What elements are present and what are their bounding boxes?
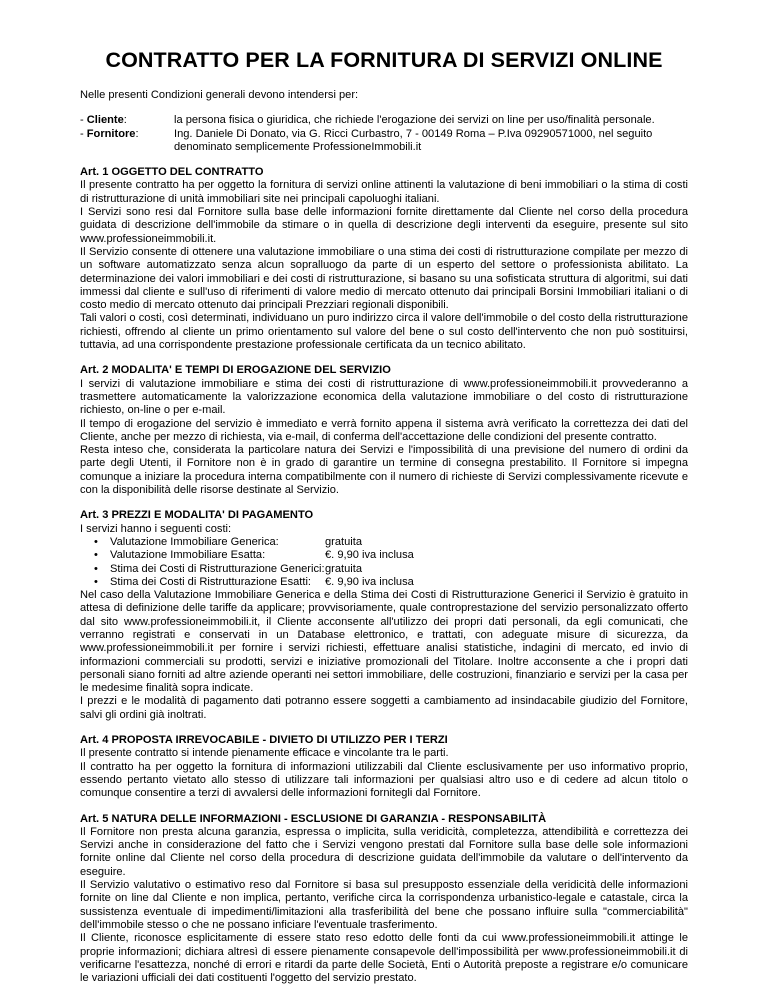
article-paragraph: I prezzi e le modalità di pagamento dati potranno essere soggetti a cambiamento ad insindacabile giudizio del Fornitore, salvi gli ordini già inoltrati. — [80, 695, 688, 721]
document-title: CONTRATTO PER LA FORNITURA DI SERVIZI ONLINE — [105, 48, 663, 72]
list-item — [80, 536, 688, 549]
article-paragraph: Il Servizio valutativo o estimativo reso dal Fornitore si basa sul presupposto essenziale della veridicità delle informazioni fornite on line dal Cliente e non implica, pertanto, verifiche circa la corrispondenza urbanistico-legale e catastale, circa la sussistenza eventuale di impedimenti/limitazioni alla trasferibilità del bene che possano influire sulla "commerciabilità" dell'immobile stesso o che ne possano inficiare l'eventuale trasferimento. — [80, 879, 688, 931]
cost-price: gratuita — [325, 535, 363, 548]
article-heading: Art. 1 OGGETTO DEL CONTRATTO — [80, 166, 264, 179]
bullet-icon: • — [94, 562, 98, 575]
article-4 — [80, 734, 688, 800]
party-text-cliente: la persona fisica o giuridica, che richiede l'erogazione dei servizi on line per uso/finalità personale. — [174, 114, 655, 127]
cost-name: Valutazione Immobiliare Generica: — [110, 535, 279, 548]
article-paragraph: Tali valori o costi, così determinati, individuano un puro indirizzo circa il valore dell'immobile o del costo della ristrutturazione richiesti, offrendo al cliente un primo orientamento sul valore del bene o sul costo dell'intervento che non può sostituirsi, tuttavia, ad una corrispondente prestazione professionale certificata da un tecnico abilitato. — [80, 312, 688, 352]
article-paragraph: I servizi di valutazione immobiliare e stima dei costi di ristrutturazione di www.professioneimmobili.it provvederanno a trasmettere automaticamente la valorizzazione economica della valutazione immobiliare o del costo di ristrutturazione richiesto, on-line o per e-mail. — [80, 377, 688, 417]
cost-price: gratuita — [325, 562, 363, 575]
party-label-cliente: - Cliente: — [80, 114, 127, 127]
party-label-fornitore: - Fornitore: — [80, 127, 139, 140]
document-page — [80, 48, 688, 997]
article-paragraph: Il Cliente, riconosce esplicitamente di essere stato reso edotto delle fonti da cui www.professioneimmobili.it attinge le proprie informazioni; dichiara altresì di essere pienamente consapevole dell'impossibilità per www.professioneimmobili.it di verificarne l'esattezza, nonché di errori e ritardi da parte delle Società, Enti o Autorità preposte a registrare e/o comunicare le variazioni ufficiali dei dati costituenti l'oggetto del servizio prestato. — [80, 932, 688, 985]
list-item — [80, 576, 688, 589]
article-paragraph: Nel caso della Valutazione Immobiliare Generica e della Stima dei Costi di Ristrutturazione Generici il Servizio è gratuito in attesa di definizione delle tariffe da applicare; provvisoriamente, quale controprestazione del servizio personalizzato offerto dal sito www.professioneimmobili.it, il Cliente acconsente all'utilizzo dei propri dati personali, da egli comunicati, che verranno registrati e conservati in un Database elettronico, e trattati, con adeguate misure di sicurezza, da www.professioneimmobili.it per fornire i servizi richiesti, effettuare analisi statistiche, indagini di mercato, ed invio di informazioni commerciali su prodotti, servizi e iniziative promozionali del Titolare. Inoltre acconsente a che i propri dati personali siano forniti ad altre aziende operanti nei settori immobiliare, delle costruzioni, finanziario e servizi per la casa per le medesime finalità sopra indicate. — [80, 589, 688, 695]
article-paragraph: Il presente contratto ha per oggetto la fornitura di servizi online attinenti la valutazione di beni immobiliari o la stima di costi di ristrutturazione di unità immobiliari site nei principali capoluoghi italiani. — [80, 179, 688, 205]
list-item — [80, 563, 688, 576]
article-3 — [80, 509, 688, 722]
article-paragraph: Resta inteso che, considerata la particolare natura dei Servizi e l'impossibilità di una previsione del numero di ordini da parte degli Utenti, il Fornitore non è in grado di garantire un termine di consegna prestabilito. Il Fornitore si impegna comunque a iniziare la procedura interna compatibilmente con il numero di richieste di Servizi complessivamente ricevute e con la disponibilità delle risorse destinate al Servizio. — [80, 444, 688, 497]
article-paragraph: Il presente contratto si intende pienamente efficace e vincolante tra le parti. — [80, 747, 449, 760]
article-2 — [80, 364, 688, 497]
cost-name: Stima dei Costi di Ristrutturazione Esatti: — [110, 575, 311, 588]
cost-name: Stima dei Costi di Ristrutturazione Generici: — [110, 562, 325, 575]
parties-definitions — [80, 114, 688, 154]
list-item — [80, 549, 688, 562]
article-paragraph: Il contratto ha per oggetto la fornitura di informazioni utilizzabili dal Cliente esclusivamente per uso informativo proprio, essendo pertanto vietato allo stesso di utilizzare tali informazioni per qualsiasi altro uso e di cedere ad alcun titolo o comunque consentire a terzi di avvalersi delle informazioni fornitegli dal Fornitore. — [80, 760, 688, 800]
article-paragraph: Il Servizio consente di ottenere una valutazione immobiliare o una stima dei costi di ristrutturazione compilate per mezzo di un software automatizzato senza alcun sopralluogo da parte di un esperto del settore o professionista abilitato. La determinazione dei valori immobiliari e dei costi di ristrutturazione, si basano su una sofisticata struttura di algoritmi, sui dati immessi dal cliente e sull'uso di riferimenti di valore medio di mercato ottenuto dai principali Borsini Immobiliari italiani o di costo medio di mercato ottenuto dai principali Prezziari regionali disponibili. — [80, 245, 688, 312]
cost-price: €. 9,90 iva inclusa — [325, 549, 414, 562]
intro-text: Nelle presenti Condizioni generali devono intendersi per: — [80, 89, 359, 101]
article-heading: Art. 4 PROPOSTA IRREVOCABILE - DIVIETO DI UTILIZZO PER I TERZI — [80, 734, 448, 747]
article-paragraph: Il tempo di erogazione del servizio è immediato e verrà fornito appena il sistema avrà verificato la correttezza dei dati del Cliente, anche per mezzo di richiesta, via e-mail, di conferma dell'accettazione delle condizioni del presente contratto. — [80, 417, 688, 443]
cost-price: €. 9,90 iva inclusa — [325, 575, 414, 588]
article-1 — [80, 166, 688, 352]
costs-list — [80, 536, 688, 589]
party-text-fornitore: Ing. Daniele Di Donato, via G. Ricci Curbastro, 7 - 00149 Roma – P.Iva 09290571000, nel seguito denominato semplicemente ProfessioneImmobili.it — [174, 127, 653, 153]
article-paragraph: I Servizi sono resi dal Fornitore sulla base delle informazioni fornite direttamente dal Cliente nel corso della procedura guidata di descrizione dell'immobile da stimare o in quella di descrizione degli interventi da eseguire, presente sul sito www.professioneimmobili.it. — [80, 206, 688, 245]
bullet-icon: • — [94, 575, 98, 588]
article-5 — [80, 813, 688, 986]
bullet-icon: • — [94, 549, 98, 562]
cost-name: Valutazione Immobiliare Esatta: — [110, 549, 266, 562]
article-heading: Art. 3 PREZZI E MODALITA' DI PAGAMENTO — [80, 509, 314, 522]
article-heading: Art. 5 NATURA DELLE INFORMAZIONI - ESCLUSIONE DI GARANZIA - RESPONSABILITÀ — [80, 812, 547, 825]
costs-intro: I servizi hanno i seguenti costi: — [80, 522, 232, 535]
article-paragraph: Il Fornitore non presta alcuna garanzia, espressa o implicita, sulla veridicità, completezza, attendibilità e correttezza dei Servizi anche in considerazione del fatto che i Servizi vengono prestati dal Fornitore sulla base delle sole informazioni fornite online dal Cliente nel corso della procedura di descrizione guidata dell'immobile da valutare o dell'intervento da eseguire. — [80, 825, 688, 878]
article-heading: Art. 2 MODALITA' E TEMPI DI EROGAZIONE DEL SERVIZIO — [80, 364, 391, 377]
bullet-icon: • — [94, 535, 98, 548]
